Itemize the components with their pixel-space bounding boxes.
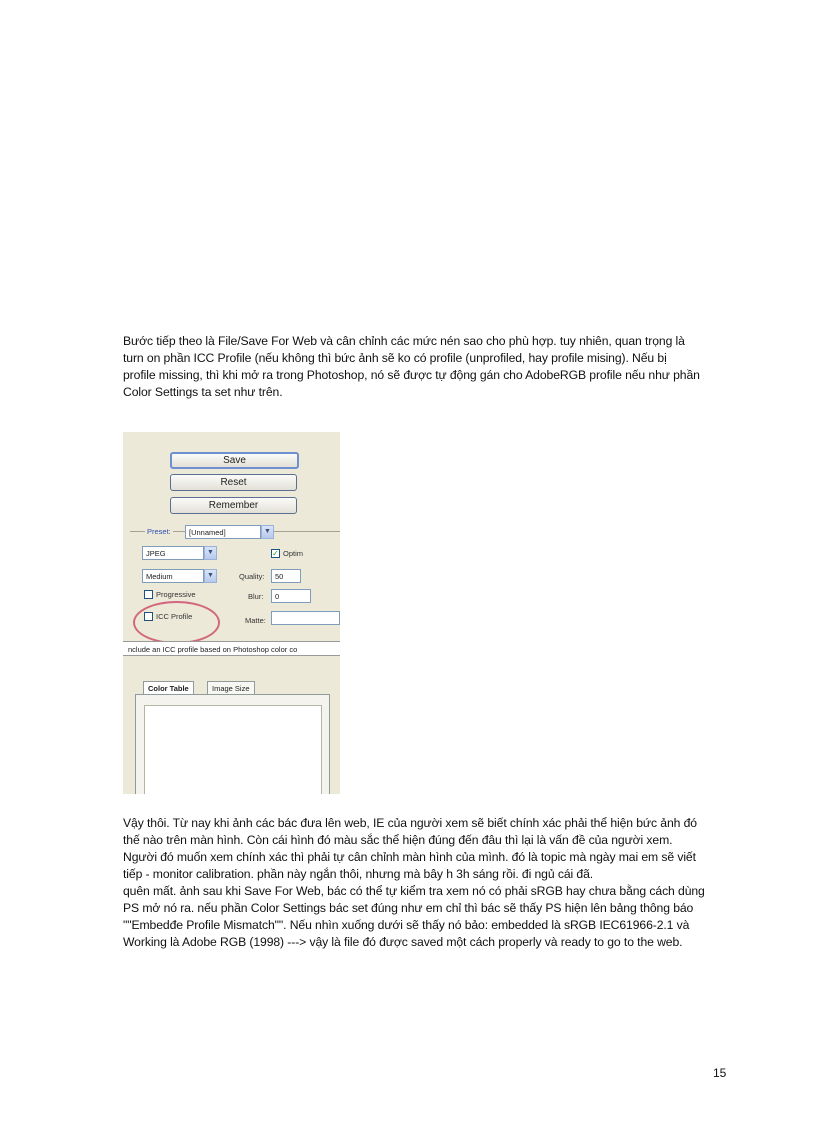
text-line: Vậy thôi. Từ nay khi ảnh các bác đưa lên web, IE của người xem sẽ biết chính xác phải thể hiện bức ảnh đó: [123, 816, 697, 830]
save-button[interactable]: Save: [170, 452, 299, 469]
matte-label: Matte:: [245, 616, 266, 625]
save-for-web-screenshot: [123, 432, 340, 794]
page-number: 15: [713, 1066, 727, 1080]
paragraph-conclusion: [123, 815, 723, 951]
tab-color-table[interactable]: Color Table: [143, 681, 194, 695]
format-select[interactable]: JPEG: [142, 546, 204, 560]
optimized-checkbox[interactable]: ✓: [272, 549, 279, 558]
text-line: quên mất. ảnh sau khi Save For Web, bác có thể tự kiểm tra xem nó có phải sRGB hay chưa bằng cách dùng: [123, 884, 705, 898]
text-line: tiếp - monitor calibration. phần này ngắn thôi, nhưng mà bây h 3h sáng rồi. đi ngủ cái đã.: [123, 867, 594, 881]
preset-label: Preset:: [147, 527, 171, 536]
remember-button[interactable]: Remember: [170, 497, 297, 514]
text-line: turn on phần ICC Profile (nếu không thì bức ảnh sẽ ko có profile (unprofiled, hay profile mising). Nếu bị: [123, 351, 667, 365]
optimized-label: Optim: [283, 549, 304, 558]
icc-tooltip: nclude an ICC profile based on Photoshop color co: [123, 641, 340, 656]
paragraph-save-for-web: [123, 333, 723, 401]
chevron-down-icon[interactable]: ▼: [204, 569, 217, 583]
quality-label: Quality:: [239, 572, 265, 581]
tab-image-size[interactable]: Image Size: [207, 681, 255, 695]
matte-select[interactable]: [271, 611, 340, 625]
quality-input[interactable]: 50: [271, 569, 301, 583]
text-line: Color Settings ta set như trên.: [123, 385, 283, 399]
preset-select[interactable]: [Unnamed]: [185, 525, 261, 539]
text-line: Người đó muốn xem chính xác thì phải tự cân chỉnh màn hình của mình. đó là topic mà ngày mai em sẽ viết: [123, 850, 696, 864]
highlight-ellipse: [133, 601, 220, 644]
text-line: ""Embedđe Profile Mismatch"". Nếu nhìn xuống dưới sẽ thấy nó bảo: embedded là sRGB IEC61966-2.1 và: [123, 918, 690, 932]
text-line: profile missing, thì khi mở ra trong Photoshop, nó sẽ được tự động gán cho AdobeRGB profile nếu như phần: [123, 368, 700, 382]
icc-profile-label: ICC Profile: [156, 612, 193, 621]
blur-label: Blur:: [248, 592, 264, 601]
progressive-label: Progressive: [156, 590, 196, 599]
progressive-checkbox[interactable]: [144, 590, 153, 599]
text-line: Bước tiếp theo là File/Save For Web và cân chỉnh các mức nén sao cho phù hợp. tuy nhiên, quan trọng là: [123, 334, 685, 348]
reset-button[interactable]: Reset: [170, 474, 297, 491]
text-line: Working là Adobe RGB (1998) ---> vậy là file đó được saved một cách properly và ready to go to the web.: [123, 935, 683, 949]
quality-preset-select[interactable]: Medium: [142, 569, 204, 583]
icc-profile-checkbox[interactable]: [144, 612, 153, 621]
chevron-down-icon[interactable]: ▼: [204, 546, 217, 560]
text-line: PS mở nó ra. nếu phần Color Settings bác set đúng như em chỉ thì bác sẽ thấy PS hiện lên bảng thông báo: [123, 901, 694, 915]
color-table-area: [144, 705, 322, 794]
blur-input[interactable]: 0: [271, 589, 311, 603]
color-table-panel: [135, 694, 330, 794]
chevron-down-icon[interactable]: ▼: [261, 525, 274, 539]
text-line: thế nào trên màn hình. Còn cái hình đó màu sắc thể hiện đúng đến đâu thì lại là vấn đề của người xem.: [123, 833, 673, 847]
